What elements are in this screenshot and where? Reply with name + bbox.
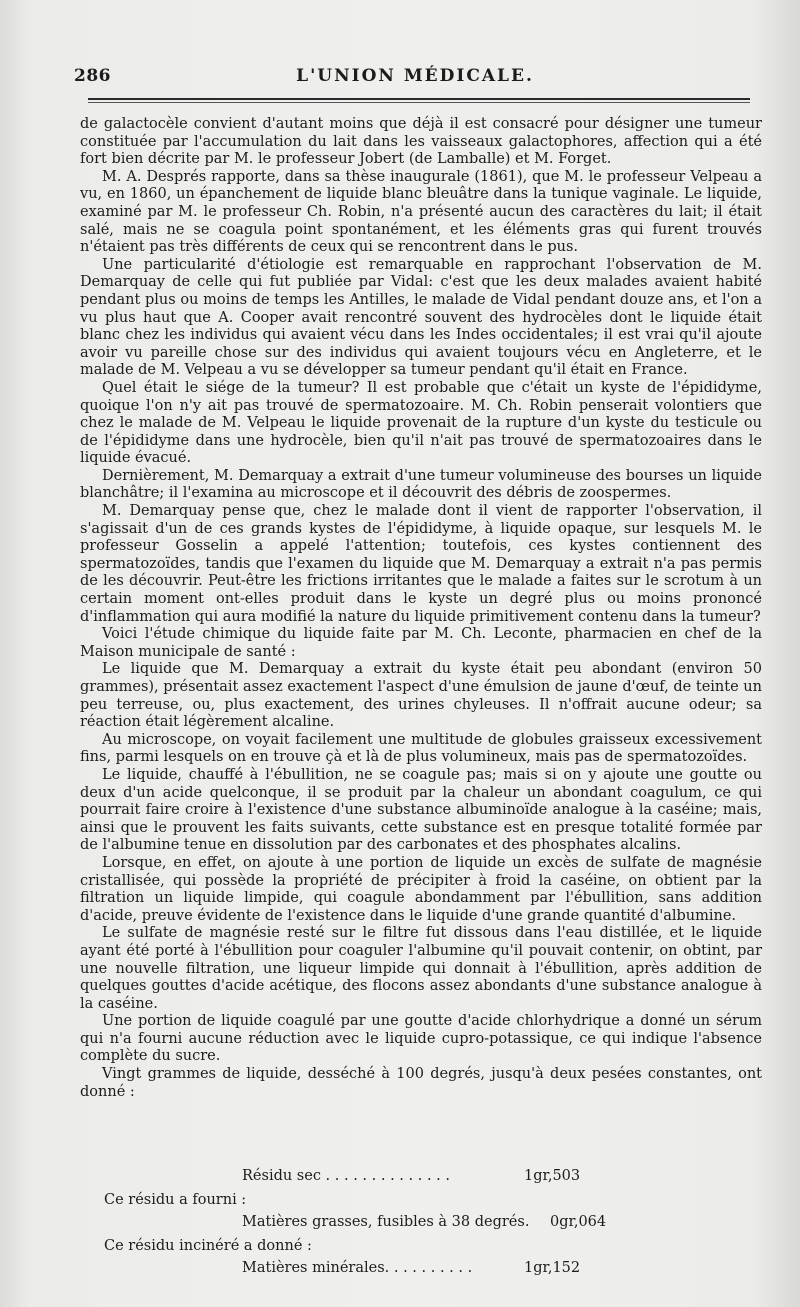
paragraph: M. A. Després rapporte, dans sa thèse inaugurale (1861), que M. le professeur Velpeau a vu, en 1860, un épanchement de liquide blanc bleuâtre dans la tunique vaginale. Le liquide, examiné par M. le professeur Ch. Robin, n'a présenté aucun des caractères du lait; il était salé, mais ne se coagula point spontanément, et les éléments gras qui furent trouvés n'étaient pas très différents de ceux qui se rencontrent dans le pus. [80,168,762,256]
paragraph: Quel était le siége de la tumeur? Il est probable que c'était un kyste de l'épididyme, quoique l'on n'y ait pas trouvé de spermatozoaire. M. Ch. Robin penserait volontiers que chez le malade de M. Velpeau le liquide provenait de la rupture d'un kyste du testicule ou de l'épididyme dans une hydrocèle, bien qu'il n'ait pas trouvé de spermatozoaires dans le liquide évacué. [80,379,762,467]
running-head [74,66,756,90]
incinere-label: Ce résidu incinéré a donné : [104,1238,312,1254]
paragraph: Une portion de liquide coagulé par une goutte d'acide chlorhydrique a donné un sérum qui n'a fourni aucune réduction avec le liquide cupro-potassique, ce qui indique l'absence complète du sucre. [80,1013,762,1065]
residu-sec-row [80,1168,762,1188]
journal-title: L'UNION MÉDICALE. [296,66,534,86]
matieres-minerales-label: Matières minérales. . . . . . . . . . [242,1260,473,1276]
paragraph: Le sulfate de magnésie resté sur le filtre fut dissous dans l'eau distillée, et le liquide ayant été porté à l'ébullition pour coaguler l'albumine qu'il pouvait contenir, on obtint, par une nouvelle filtration, une liqueur limpide qui donnait à l'ébullition, après addition de quelques gouttes d'acide acétique, des flocons assez abondants d'une substance analogue à la caséine. [80,925,762,1012]
article-body [80,116,762,1101]
matieres-grasses-row [80,1214,762,1234]
paragraph: Une particularité d'étiologie est remarquable en rapprochant l'observation de M. Demarquay de celle qui fut publiée par Vidal: c'est que les deux malades avaient habité pendant plus ou moins de temps les Antilles, le malade de Vidal pendant douze ans, et l'on a vu plus haut que A. Cooper avait rencontré souvent des hydrocèles dont le liquide était blanc chez les individus qui avaient vécu dans les Indes occidentales; il est vrai qu'il ajoute avoir vu pareille chose sur des individus qui avaient toujours vécu en Angleterre, et le malade de M. Velpeau a vu se développer sa tumeur pendant qu'il était en France. [80,256,762,379]
matieres-grasses-value: 0gr,064 [550,1214,607,1230]
residu-sec-value: 1gr,503 [524,1168,581,1184]
paragraph: Au microscope, on voyait facilement une multitude de globules graisseux excessivement fins, parmi lesquels on en trouve çà et là de plus volumineux, mais pas de spermatozoïdes. [80,731,762,766]
fourni-label: Ce résidu a fourni : [104,1192,247,1208]
matieres-minerales-value: 1gr,152 [524,1260,581,1276]
page-number: 286 [74,66,111,86]
paragraph: Le liquide que M. Demarquay a extrait du kyste était peu abondant (environ 50 grammes), présentait assez exactement l'aspect d'une émulsion de jaune d'œuf, de teinte un peu terreuse, ou, plus exactement, des urines chyleuses. Il n'offrait aucune odeur; sa réaction était légèrement alcaline. [80,661,762,731]
header-rule [88,98,750,100]
paragraph: Le liquide, chauffé à l'ébullition, ne se coagule pas; mais si on y ajoute une goutte ou deux d'un acide quelconque, il se produit par la chaleur un abondant coagulum, ce qui pourrait faire croire à l'existence d'une substance albuminoïde analogue à la caséine; mais, ainsi que le prouvent les faits suivants, cette substance est en presque totalité formée par de l'albumine tenue en dissolution par des carbonates et des phosphates alcalins. [80,766,762,854]
fourni-row [80,1192,762,1212]
paragraph: Vingt grammes de liquide, desséché à 100 degrés, jusqu'à deux pesées constantes, ont donné : [80,1066,762,1100]
paragraph: Lorsque, en effet, on ajoute à une portion de liquide un excès de sulfate de magnésie cristallisée, qui possède la propriété de précipiter à froid la caséine, on obtient par la filtration un liquide limpide, qui coagule abondamment par l'ébullition, sans addition d'acide, preuve évidente de l'existence dans le liquide d'une grande quantité d'albumine. [80,854,762,924]
incinere-row [80,1238,762,1258]
matieres-minerales-row [80,1260,762,1280]
matieres-grasses-label: Matières grasses, fusibles à 38 degrés. [242,1214,530,1230]
header-rule-thin [88,102,750,103]
residu-sec-label: Résidu sec . . . . . . . . . . . . . . [242,1168,451,1184]
paragraph: Voici l'étude chimique du liquide faite par M. Ch. Leconte, pharmacien en chef de la Maison municipale de santé : [80,626,762,660]
paragraph: Dernièrement, M. Demarquay a extrait d'une tumeur volumineuse des bourses un liquide blanchâtre; il l'examina au microscope et il découvrit des débris de zoospermes. [80,467,762,502]
paragraph: M. Demarquay pense que, chez le malade dont il vient de rapporter l'observation, il s'agissait d'un de ces grands kystes de l'épididyme, à liquide opaque, sur lesquels M. le professeur Gosselin a appelé l'attention; toutefois, ces kystes contiennent des spermatozoïdes, tandis que l'examen du liquide que M. Demarquay a extrait n'a pas permis de les découvrir. Peut-être les frictions irritantes que le malade a faites sur le scrotum à un certain moment ont-elles produit dans le kyste un degré plus ou moins prononcé d'inflammation qui aura modifié la nature du liquide primitivement contenu dans la tumeur? [80,503,762,625]
paragraph: de galactocèle convient d'autant moins que déjà il est consacré pour désigner une tumeur constituée par l'accumulation du lait dans les vaisseaux galactophores, affection qui a été fort bien décrite par M. le professeur Jobert (de Lamballe) et M. Forget. [80,116,762,168]
